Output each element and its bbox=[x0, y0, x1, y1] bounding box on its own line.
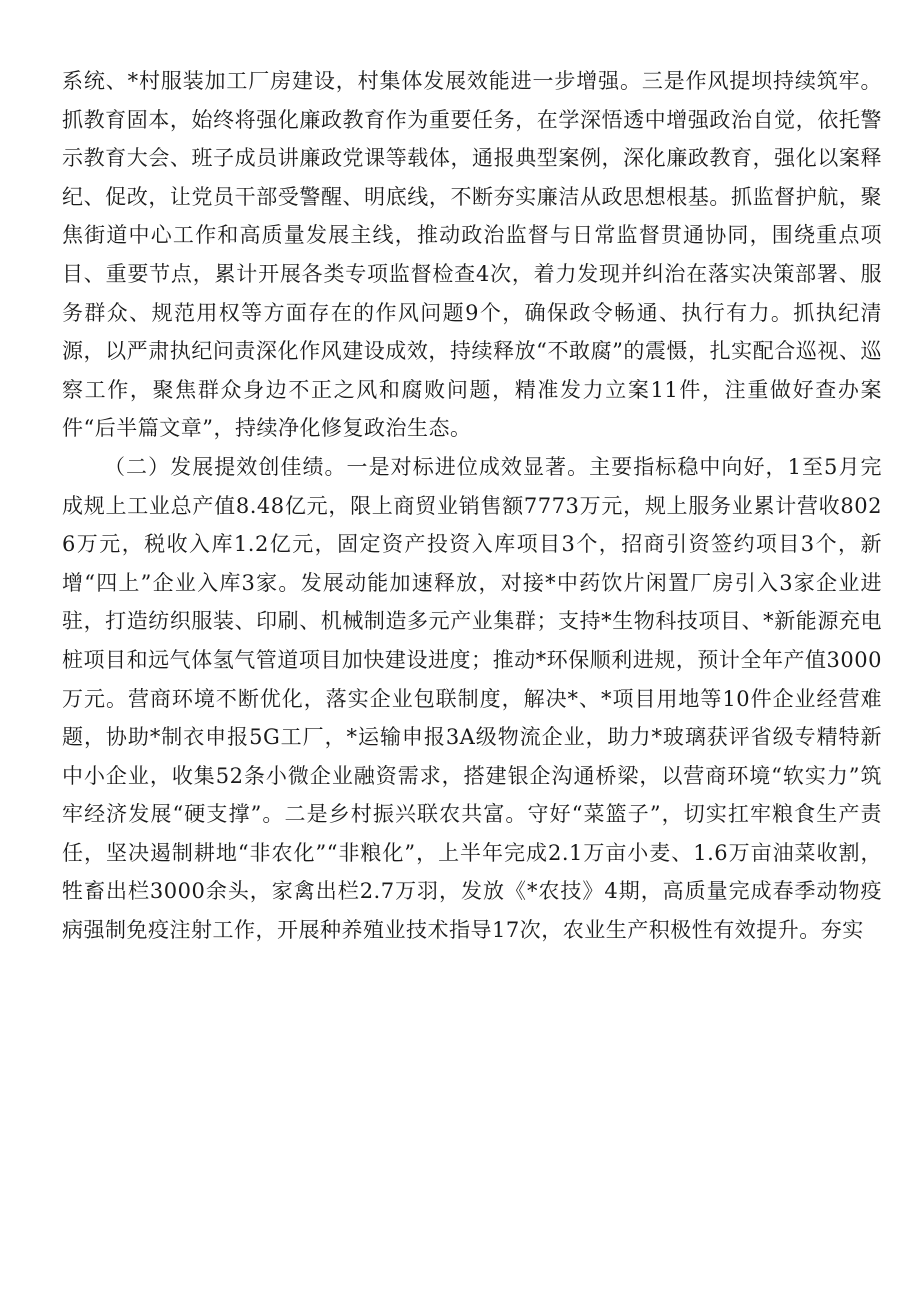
paragraph-work-style: 系统、*村服装加工厂房建设，村集体发展效能进一步增强。三是作风提坝持续筑牢。抓教育固本，始终将强化廉政教育作为重要任务，在学深悟透中增强政治自觉，依托警示教育大会、班子成员讲廉政党课等载体，通报典型案例，深化廉政教育，强化以案释纪、促改，让党员干部受警醒、明底线，不断夯实廉洁从政思想根基。抓监督护航，聚焦街道中心工作和高质量发展主线，推动政治监督与日常监督贯通协同，围绕重点项目、重要节点，累计开展各类专项监督检查4次，着力发现并纠治在落实决策部署、服务群众、规范用权等方面存在的作风问题9个，确保政令畅通、执行有力。抓执纪清源，以严肃执纪问责深化作风建设成效，持续释放“不敢腐”的震慑，扎实配合巡视、巡察工作，聚焦群众身边不正之风和腐败问题，精准发力立案11件，注重做好查办案件“后半篇文章”，持续净化修复政治生态。 bbox=[62, 69, 882, 441]
paragraph-development: （二）发展提效创佳绩。一是对标进位成效显著。主要指标稳中向好，1至5月完成规上工业总产值8.48亿元，限上商贸业销售额7773万元，规上服务业累计营收8026万元，税收入库1.2亿元，固定资产投资入库项目3个，招商引资签约项目3个，新增“四上”企业入库3家。发展动能加速释放，对接*中药饮片闲置厂房引入3家企业进驻，打造纺织服装、印刷、机械制造多元产业集群；支持*生物科技项目、*新能源充电桩项目和远气体氢气管道项目加快建设进度；推动*环保顺利进规，预计全年产值3000万元。营商环境不断优化，落实企业包联制度，解决*、*项目用地等10件企业经营难题，协助*制衣申报5G工厂，*运输申报3A级物流企业，助力*玻璃获评省级专精特新中小企业，收集52条小微企业融资需求，搭建银企沟通桥梁，以营商环境“软实力”筑牢经济发展“硬支撑”。二是乡村振兴联农共富。守好“菜篮子”，切实扛牢粮食生产责任，坚决遏制耕地“非农化”“非粮化”，上半年完成2.1万亩小麦、1.6万亩油菜收割，牲畜出栏3000余头，家禽出栏2.7万羽，发放《*农技》4期，高质量完成春季动物疫病强制免疫注射工作，开展种养殖业技术指导17次，农业生产积极性有效提升。夯实 bbox=[62, 454, 882, 943]
document-body bbox=[62, 62, 882, 950]
